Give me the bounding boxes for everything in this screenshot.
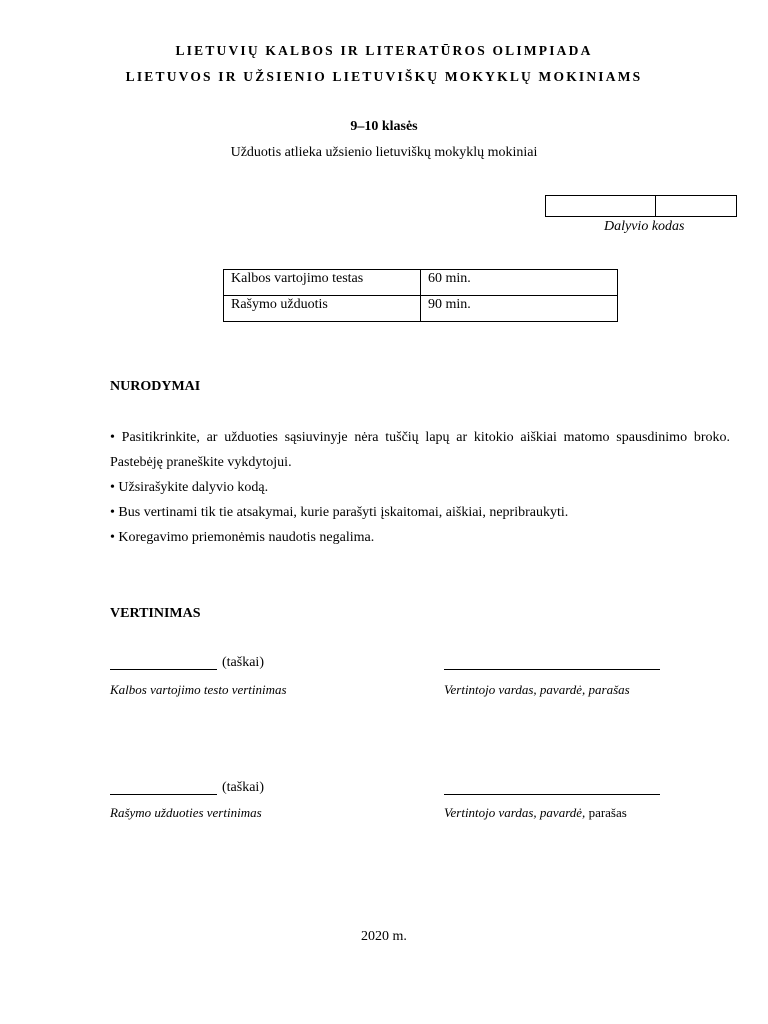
participant-code-cell-2[interactable]	[656, 196, 736, 216]
task-time-cell: 90 min.	[421, 296, 618, 322]
grader-label-2-plain: parašas	[588, 805, 627, 820]
points-line-2[interactable]	[110, 794, 217, 795]
olympiad-subtitle: LIETUVOS IR UŽSIENIO LIETUVIŠKŲ MOKYKLŲ MOKINIAMS	[125, 69, 643, 84]
instruction-item: • Užsirašykite dalyvio kodą.	[110, 480, 269, 495]
task-note: Užduotis atlieka užsienio lietuviškų mokyklų mokiniai	[230, 145, 538, 160]
grader-label-1: Vertintojo vardas, pavardė, parašas	[444, 682, 630, 697]
task-name-cell: Rašymo užduotis	[224, 296, 421, 322]
year-label: 2020 m.	[361, 929, 407, 944]
table-row	[224, 270, 618, 296]
grading-label-1: Kalbos vartojimo testo vertinimas	[110, 682, 287, 697]
points-label-2: (taškai)	[222, 780, 264, 795]
instructions-list	[110, 425, 730, 550]
participant-code-box[interactable]	[545, 195, 737, 217]
time-table	[223, 269, 618, 322]
participant-code-cell-1[interactable]	[546, 196, 656, 216]
task-time-cell: 60 min.	[421, 270, 618, 296]
grader-signature-line-1[interactable]	[444, 669, 660, 670]
points-line-1[interactable]	[110, 669, 217, 670]
grading-title: VERTINIMAS	[110, 606, 201, 621]
instruction-item: • Koregavimo priemonėmis naudotis negalima.	[110, 530, 375, 545]
table-row	[224, 296, 618, 322]
olympiad-title: LIETUVIŲ KALBOS IR LITERATŪROS OLIMPIADA	[175, 43, 593, 58]
grader-signature-line-2[interactable]	[444, 794, 660, 795]
grade-label: 9–10 klasės	[350, 119, 418, 134]
grading-label-2: Rašymo užduoties vertinimas	[110, 805, 262, 820]
instruction-item: • Pasitikrinkite, ar užduoties sąsiuvinyje nėra tuščių lapų ar kitokio aiškiai matomo spausdinimo broko. Pastebėję praneškite vykdytojui.	[110, 430, 730, 470]
instructions-title: NURODYMAI	[110, 379, 201, 394]
instruction-item: • Bus vertinami tik tie atsakymai, kurie parašyti įskaitomai, aiškiai, nepribraukyti.	[110, 505, 569, 520]
points-label-1: (taškai)	[222, 655, 264, 670]
task-name-cell: Kalbos vartojimo testas	[224, 270, 421, 296]
grader-label-2	[444, 805, 627, 821]
grader-label-2-italic: Vertintojo vardas, pavardė,	[444, 805, 586, 820]
participant-code-label: Dalyvio kodas	[604, 219, 685, 234]
